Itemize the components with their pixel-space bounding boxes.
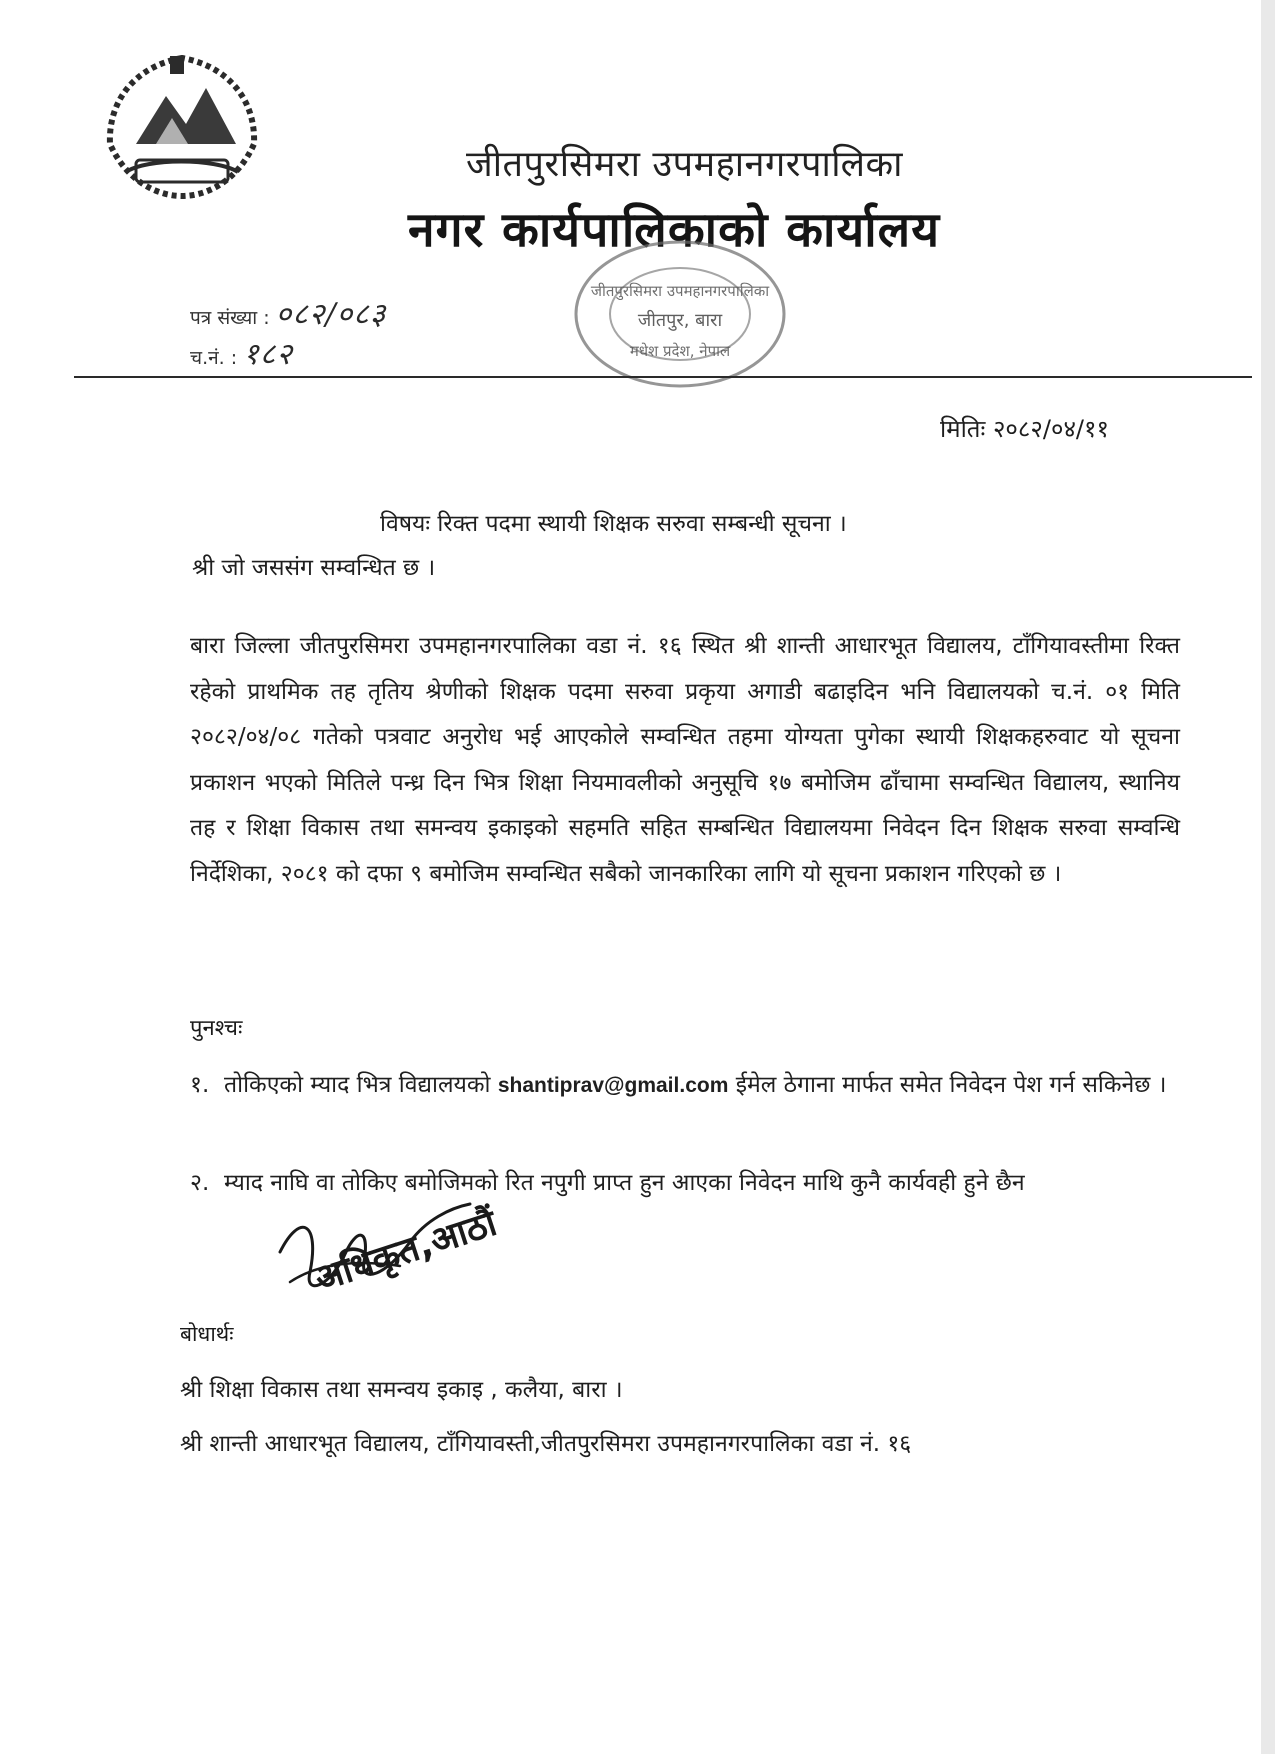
- postscript-item-1-text-after: ईमेल ठेगाना मार्फत समेत निवेदन पेश गर्न सकिनेछ ।: [735, 1072, 1167, 1098]
- letter-number-value: ०८२/०८३: [275, 297, 387, 332]
- cc-label: बोधार्थः: [180, 1322, 234, 1346]
- cc-recipient-2: श्री शान्ती आधारभूत विद्यालय, टाँगियावस्ती,जीतपुरसिमरा उपमहानगरपालिका वडा नं. १६: [180, 1431, 912, 1457]
- letter-number-row: [190, 292, 386, 333]
- chalani-number-value: १८२: [243, 337, 293, 372]
- office-seal-stamp: [560, 228, 800, 408]
- date-line: [940, 412, 1109, 445]
- scan-edge: [1261, 0, 1275, 1754]
- postscript-item-2-number: २.: [190, 1170, 210, 1196]
- body-paragraph: बारा जिल्ला जीतपुरसिमरा उपमहानगरपालिका वडा नं. १६ स्थित श्री शान्ती आधारभूत विद्यालय, टाँगियावस्तीमा रिक्त रहेको प्राथमिक तह तृतिय श्रेणीको शिक्षक पदमा सरुवा प्रकृया अगाडी बढाइदिन भनि विद्यालयको च.नं. ०१ मिति २०८२/०४/०८ गतेको पत्रवाट अनुरोध भई आएकोले सम्वन्धित तहमा योग्यता पुगेका स्थायी शिक्षकहरुवाट यो सूचना प्रकाशन भएको मितिले पन्ध्र दिन भित्र शिक्षा नियमावलीको अनुसूचि १७ बमोजिम ढाँचामा सम्वन्धित विद्यालय, स्थानिय तह र शिक्षा विकास तथा समन्वय इकाइको सहमति सहित सम्बन्धित विद्यालयमा निवेदन दिन शिक्षक सरुवा सम्वन्धि निर्देशिका, २०८१ को दफा ९ बमोजिम सम्वन्धित सबैको जानकारिका लागि यो सूचना प्रकाशन गरिएको छ ।: [190, 633, 1180, 887]
- stamp-line-2: जीतपुर, बारा: [637, 310, 723, 331]
- postscript-item-1-number: १.: [190, 1072, 210, 1098]
- chalani-number-row: [190, 332, 293, 373]
- office-title: नगर कार्यपालिकाको कार्यालय: [408, 202, 941, 258]
- postscript-label: पुनश्चः: [190, 1016, 243, 1041]
- school-email: shantiprav@gmail.com: [497, 1074, 729, 1097]
- office-name: जीतपुरसिमरा उपमहानगरपालिका: [466, 144, 903, 185]
- signatory-designation-stamp: अधिकृत,आठौं: [310, 1202, 502, 1300]
- postscript-item-1: [190, 1062, 1180, 1109]
- stamp-line-3: मधेश प्रदेश, नेपाल: [629, 342, 731, 360]
- date-label: मितिः: [940, 415, 986, 443]
- subject-line: विषयः रिक्त पदमा स्थायी शिक्षक सरुवा सम्बन्धी सूचना ।: [380, 511, 847, 537]
- postscript-item-2-text: म्याद नाघि वा तोकिए बमोजिमको रित नपुगी प्राप्त हुन आएका निवेदन माथि कुनै कार्यवही हुने छैन: [224, 1170, 1025, 1196]
- date-value: २०८२/०४/११: [992, 415, 1109, 443]
- cc-recipient-1: श्री शिक्षा विकास तथा समन्वय इकाइ , कलैया, बारा ।: [180, 1377, 623, 1403]
- chalani-number-label: च.नं. :: [190, 347, 238, 369]
- letter-number-label: पत्र संख्या :: [190, 307, 270, 329]
- stamp-line-1: जीतपुरसिमरा उपमहानगरपालिका: [590, 282, 770, 300]
- postscript-item-1-text-before: तोकिएको म्याद भित्र विद्यालयको: [224, 1072, 491, 1098]
- salutation: श्री जो जससंग सम्वन्धित छ ।: [192, 555, 436, 581]
- header-divider: [74, 376, 1252, 378]
- government-emblem-icon: [96, 48, 268, 204]
